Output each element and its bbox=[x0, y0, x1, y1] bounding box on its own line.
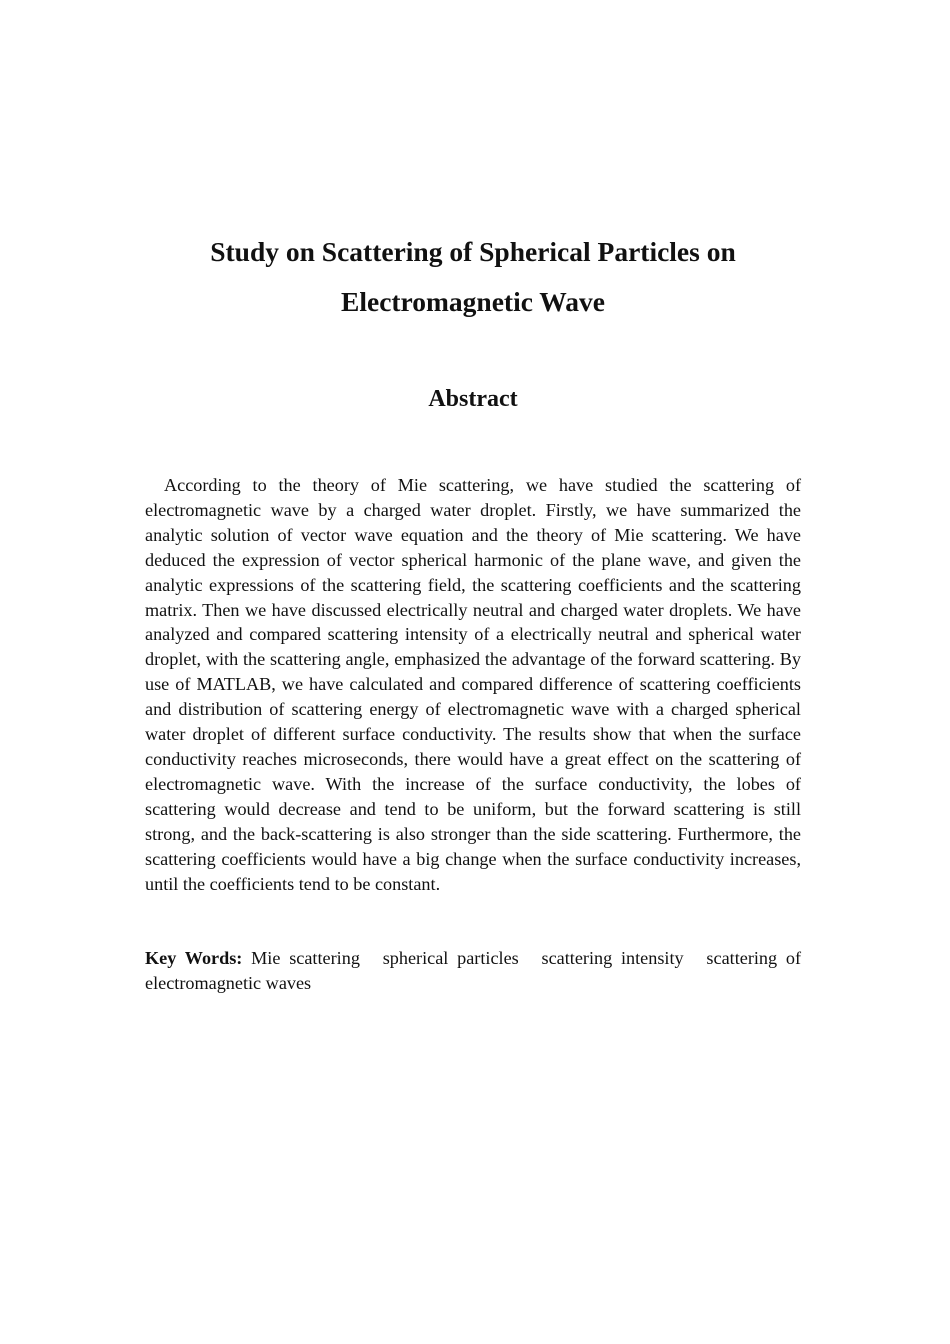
abstract-body: According to the theory of Mie scattering, we have studied the scattering of electromagnetic wave by a charged water droplet. Firstly, we have summarized the analytic solution of vector wave equation and the theory of Mie scattering. We have deduced the expression of vector spherical harmonic of the plane wave, and given the analytic expressions of the scattering field, the scattering coefficients and the scattering matrix. Then we have discussed electrically neutral and charged water droplets. We have analyzed and compared scattering intensity of a electrically neutral and spherical water droplet, with the scattering angle, emphasized the advantage of the forward scattering. By use of MATLAB, we have calculated and compared difference of scattering coefficients and distribution of scattering energy of electromagnetic wave with a charged spherical water droplet of different surface conductivity. The results show that when the surface conductivity reaches microseconds, there would have a great effect on the scattering of electromagnetic wave. With the increase of the surface conductivity, the lobes of scattering would decrease and tend to be uniform, but the forward scattering is still strong, and the back-scattering is also stronger than the side scattering. Furthermore, the scattering coefficients would have a big change when the surface conductivity increases, until the coefficients tend to be constant. bbox=[145, 475, 801, 894]
abstract-heading: Abstract bbox=[428, 386, 518, 412]
keyword-item: spherical particles bbox=[382, 948, 519, 968]
title-line-2: Electromagnetic Wave bbox=[341, 286, 605, 317]
title-line-1: Study on Scattering of Spherical Particles on bbox=[210, 236, 736, 267]
keyword-item: scattering intensity bbox=[541, 948, 684, 968]
keywords-label: Key Words: bbox=[145, 948, 243, 968]
keyword-item: Mie scattering bbox=[251, 948, 360, 968]
paper-title bbox=[145, 227, 801, 327]
keywords-paragraph bbox=[145, 946, 801, 996]
keyword-item: scattering of electromagnetic waves bbox=[145, 948, 802, 993]
